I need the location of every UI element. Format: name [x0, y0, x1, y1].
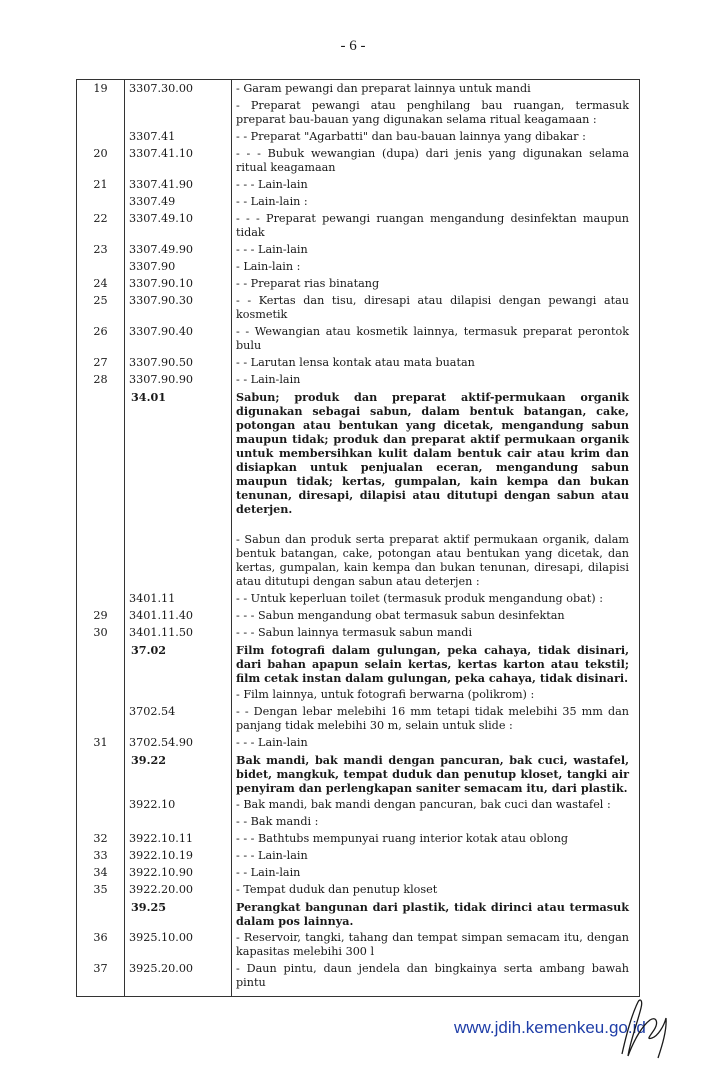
spacer-cell — [232, 518, 640, 532]
description: - - - Lain-lain — [232, 242, 640, 259]
hs-code: 3702.54.90 — [125, 735, 232, 752]
hs-code: 39.22 — [125, 752, 232, 797]
row-number — [77, 752, 125, 797]
hs-code — [125, 98, 232, 129]
description: - - Lain-lain — [232, 865, 640, 882]
description: - - Untuk keperluan toilet (termasuk produk mengandung obat) : — [232, 591, 640, 608]
description: - - - Preparat pewangi ruangan mengandung desinfektan maupun tidak — [232, 211, 640, 242]
hs-code: 3307.41.90 — [125, 177, 232, 194]
table-row — [77, 930, 640, 961]
description: - Reservoir, tangki, tahang dan tempat simpan semacam itu, dengan kapasitas melebihi 300 l — [232, 930, 640, 961]
description: - - - Lain-lain — [232, 177, 640, 194]
hs-code: 3922.20.00 — [125, 882, 232, 899]
hs-code: 3307.90.90 — [125, 372, 232, 389]
spacer-row — [77, 518, 640, 532]
row-number — [77, 389, 125, 518]
row-number — [77, 704, 125, 735]
row-number — [77, 532, 125, 591]
table-row — [77, 882, 640, 899]
hs-code: 3922.10.19 — [125, 848, 232, 865]
table-row — [77, 146, 640, 177]
row-number: 32 — [77, 831, 125, 848]
hs-code: 3922.10.90 — [125, 865, 232, 882]
description: Bak mandi, bak mandi dengan pancuran, bak cuci, wastafel, bidet, mangkuk, tempat duduk dan penutup kloset, tangki air penyiram dan perlengkapan saniter semacam itu, dari plastik. — [232, 752, 640, 797]
table-row — [77, 704, 640, 735]
table-row — [77, 98, 640, 129]
description: - - Lain-lain : — [232, 194, 640, 211]
description: - - - Bathtubs mempunyai ruang interior kotak atau oblong — [232, 831, 640, 848]
row-number — [77, 899, 125, 930]
table-row — [77, 831, 640, 848]
row-number: 22 — [77, 211, 125, 242]
description: - Lain-lain : — [232, 259, 640, 276]
table-row — [77, 591, 640, 608]
hs-code: 3307.90.50 — [125, 355, 232, 372]
hs-code: 3401.11.40 — [125, 608, 232, 625]
description: - - Wewangian atau kosmetik lainnya, termasuk preparat perontok bulu — [232, 324, 640, 355]
table-row — [77, 372, 640, 389]
row-number: 37 — [77, 961, 125, 997]
description: - Tempat duduk dan penutup kloset — [232, 882, 640, 899]
table-row — [77, 355, 640, 372]
description: - Film lainnya, untuk fotografi berwarna (polikrom) : — [232, 687, 640, 704]
hs-code: 3925.20.00 — [125, 961, 232, 997]
hs-code — [125, 687, 232, 704]
table-row — [77, 608, 640, 625]
row-number: 19 — [77, 80, 125, 99]
table-row — [77, 797, 640, 814]
row-number: 24 — [77, 276, 125, 293]
row-number — [77, 98, 125, 129]
row-number — [77, 642, 125, 687]
row-number — [77, 591, 125, 608]
row-number — [77, 797, 125, 814]
description: - - - Sabun mengandung obat termasuk sabun desinfektan — [232, 608, 640, 625]
page-number: - 6 - — [340, 38, 366, 54]
row-number: 21 — [77, 177, 125, 194]
row-number: 36 — [77, 930, 125, 961]
hs-code: 3307.90 — [125, 259, 232, 276]
row-number: 30 — [77, 625, 125, 642]
hs-code: 3307.90.40 — [125, 324, 232, 355]
row-number — [77, 814, 125, 831]
table-row — [77, 293, 640, 324]
row-number: 28 — [77, 372, 125, 389]
table-row — [77, 177, 640, 194]
table-row — [77, 848, 640, 865]
row-number: 26 — [77, 324, 125, 355]
hs-code — [125, 532, 232, 591]
row-number — [77, 687, 125, 704]
row-number: 20 — [77, 146, 125, 177]
table-row — [77, 814, 640, 831]
description: - Preparat pewangi atau penghilang bau ruangan, termasuk preparat bau-bauan yang digunakan selama ritual keagamaan : — [232, 98, 640, 129]
row-number: 34 — [77, 865, 125, 882]
description: - Daun pintu, daun jendela dan bingkainya serta ambang bawah pintu — [232, 961, 640, 997]
table-row — [77, 389, 640, 518]
table-row — [77, 80, 640, 99]
table-row — [77, 865, 640, 882]
table-row — [77, 259, 640, 276]
description: - - - Lain-lain — [232, 848, 640, 865]
signature-initials — [612, 996, 672, 1062]
table-row — [77, 625, 640, 642]
hs-code: 3925.10.00 — [125, 930, 232, 961]
description: - Bak mandi, bak mandi dengan pancuran, bak cuci dan wastafel : — [232, 797, 640, 814]
description: - - Preparat "Agarbatti" dan bau-bauan lainnya yang dibakar : — [232, 129, 640, 146]
table-row — [77, 194, 640, 211]
description: - - - Bubuk wewangian (dupa) dari jenis yang digunakan selama ritual keagamaan — [232, 146, 640, 177]
hs-code: 37.02 — [125, 642, 232, 687]
description: - Sabun dan produk serta preparat aktif permukaan organik, dalam bentuk batangan, cake, potongan atau bentukan yang dicetak, dan kertas, gumpalan, kain kempa dan bukan tenunan, diresapi, dilapisi atau ditutupi dengan sabun atau deterjen : — [232, 532, 640, 591]
hs-code: 3702.54 — [125, 704, 232, 735]
hs-code: 3307.90.30 — [125, 293, 232, 324]
description: - - Kertas dan tisu, diresapi atau dilapisi dengan pewangi atau kosmetik — [232, 293, 640, 324]
table-row — [77, 129, 640, 146]
row-number: 33 — [77, 848, 125, 865]
hs-code: 3307.41 — [125, 129, 232, 146]
table-row — [77, 899, 640, 930]
description: - - Larutan lensa kontak atau mata buatan — [232, 355, 640, 372]
row-number — [77, 259, 125, 276]
description: Film fotografi dalam gulungan, peka cahaya, tidak disinari, dari bahan apapun selain kertas, kertas karton atau tekstil; film cetak instan dalam gulungan, peka cahaya, tidak disinari. — [232, 642, 640, 687]
table-row — [77, 276, 640, 293]
table-row — [77, 642, 640, 687]
table-row — [77, 752, 640, 797]
hs-code: 3401.11 — [125, 591, 232, 608]
row-number: 23 — [77, 242, 125, 259]
hs-code: 3307.49 — [125, 194, 232, 211]
description: - - - Sabun lainnya termasuk sabun mandi — [232, 625, 640, 642]
tariff-table — [76, 79, 640, 997]
row-number: 35 — [77, 882, 125, 899]
hs-code: 3307.41.10 — [125, 146, 232, 177]
description: - - Lain-lain — [232, 372, 640, 389]
table-row — [77, 735, 640, 752]
description: Sabun; produk dan preparat aktif-permukaan organik digunakan sebagai sabun, dalam bentuk batangan, cake, potongan atau bentukan yang dicetak, mengandung sabun maupun tidak; produk dan preparat aktif permukaan organik untuk membersihkan kulit dalam bentuk cair atau krim dan disiapkan untuk penjualan eceran, mengandung sabun maupun tidak; kertas, gumpalan, kain kempa dan bukan tenunan, diresapi, dilapisi atau ditutupi dengan sabun atau deterjen. — [232, 389, 640, 518]
row-number: 29 — [77, 608, 125, 625]
table-row — [77, 961, 640, 997]
hs-code: 3922.10 — [125, 797, 232, 814]
tariff-table-body — [77, 80, 640, 997]
description: - - Preparat rias binatang — [232, 276, 640, 293]
hs-code: 3307.49.10 — [125, 211, 232, 242]
hs-code: 3922.10.11 — [125, 831, 232, 848]
spacer-cell — [77, 518, 125, 532]
table-row — [77, 532, 640, 591]
table-row — [77, 687, 640, 704]
table-row — [77, 211, 640, 242]
hs-code: 3307.90.10 — [125, 276, 232, 293]
hs-code: 3307.49.90 — [125, 242, 232, 259]
description: - Garam pewangi dan preparat lainnya untuk mandi — [232, 80, 640, 99]
table-row — [77, 242, 640, 259]
hs-code: 3307.30.00 — [125, 80, 232, 99]
hs-code: 3401.11.50 — [125, 625, 232, 642]
description: - - Bak mandi : — [232, 814, 640, 831]
row-number: 27 — [77, 355, 125, 372]
footer-website-link[interactable]: www.jdih.kemenkeu.go.id — [454, 1018, 646, 1037]
table-row — [77, 324, 640, 355]
description: - - Dengan lebar melebihi 16 mm tetapi tidak melebihi 35 mm dan panjang tidak melebihi 30 m, selain untuk slide : — [232, 704, 640, 735]
row-number — [77, 129, 125, 146]
row-number: 25 — [77, 293, 125, 324]
description: - - - Lain-lain — [232, 735, 640, 752]
hs-code — [125, 814, 232, 831]
row-number: 31 — [77, 735, 125, 752]
description: Perangkat bangunan dari plastik, tidak dirinci atau termasuk dalam pos lainnya. — [232, 899, 640, 930]
hs-code: 34.01 — [125, 389, 232, 518]
spacer-cell — [125, 518, 232, 532]
row-number — [77, 194, 125, 211]
hs-code: 39.25 — [125, 899, 232, 930]
